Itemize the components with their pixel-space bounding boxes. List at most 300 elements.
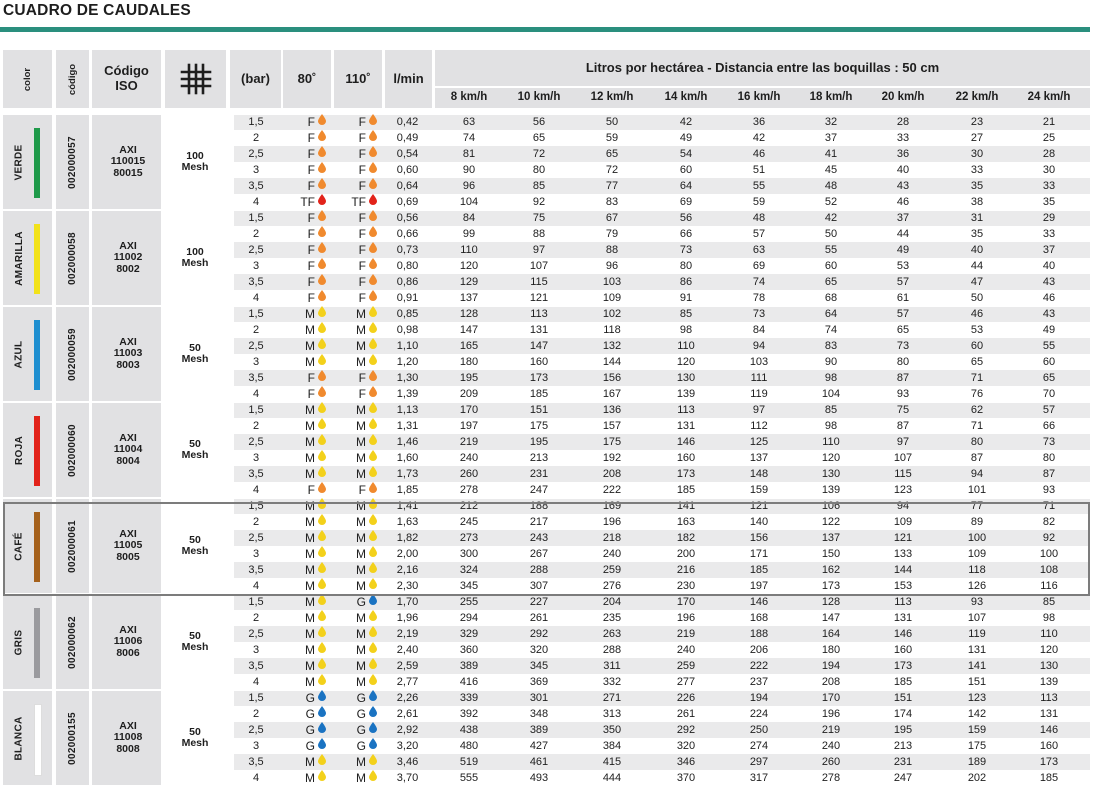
drop-icon	[318, 594, 326, 610]
drop-icon	[318, 722, 326, 738]
litros-ha-cell: 97	[532, 244, 546, 256]
spray-class-cell: F	[307, 179, 315, 193]
litros-ha-cell: 52	[824, 196, 838, 208]
litros-ha-cell: 493	[529, 772, 549, 784]
pressure-cell: 2,5	[248, 340, 264, 352]
table-row	[234, 754, 1090, 770]
litros-ha-cell: 35	[970, 180, 984, 192]
spray-class-cell: M	[305, 339, 315, 353]
litros-ha-cell: 110	[460, 244, 478, 256]
litros-ha-cell: 97	[752, 404, 766, 416]
drop-icon	[369, 610, 377, 626]
litros-ha-cell: 65	[605, 148, 619, 160]
pressure-cell: 3,5	[248, 564, 264, 576]
litros-ha-cell: 307	[529, 580, 549, 592]
litros-ha-cell: 73	[896, 340, 910, 352]
drop-icon	[318, 754, 326, 770]
drop-icon	[369, 770, 377, 786]
drop-icon	[369, 306, 377, 322]
litros-ha-cell: 230	[676, 580, 696, 592]
color-name: BLANCA	[13, 715, 25, 761]
litros-ha-cell: 144	[602, 356, 622, 368]
litros-ha-cell: 56	[532, 116, 546, 128]
litros-ha-cell: 113	[677, 404, 695, 416]
table-row	[234, 738, 1090, 754]
litros-ha-cell: 168	[749, 612, 769, 624]
header-speed: 8 km/h	[450, 91, 488, 104]
spray-class-cell: M	[356, 339, 366, 353]
spray-class-cell: M	[356, 579, 366, 593]
litros-ha-cell: 384	[602, 740, 622, 752]
litros-ha-cell: 313	[602, 708, 622, 720]
litros-ha-cell: 173	[821, 580, 841, 592]
header-lmin: l/min	[393, 70, 424, 86]
drop-icon	[318, 178, 326, 194]
litros-ha-cell: 21	[1042, 116, 1056, 128]
litros-ha-cell: 66	[679, 228, 693, 240]
litros-ha-cell: 66	[1042, 420, 1056, 432]
litros-ha-cell: 60	[1042, 356, 1056, 368]
litros-ha-cell: 88	[532, 228, 546, 240]
header-speed: 22 km/h	[955, 91, 999, 104]
pressure-cell: 2	[252, 420, 260, 432]
litros-ha-cell: 294	[459, 612, 479, 624]
table-row	[234, 194, 1090, 210]
litros-ha-cell: 107	[529, 260, 549, 272]
spray-class-cell: F	[358, 243, 366, 257]
litros-ha-cell: 60	[970, 340, 984, 352]
litros-ha-cell: 255	[459, 596, 479, 608]
spray-class-cell: F	[358, 131, 366, 145]
pressure-cell: 3	[252, 740, 260, 752]
litros-ha-cell: 123	[967, 692, 987, 704]
litros-ha-cell: 99	[462, 228, 476, 240]
litros-ha-cell: 64	[824, 308, 838, 320]
spray-class-cell: M	[305, 307, 315, 321]
litros-ha-cell: 271	[602, 692, 622, 704]
drop-icon	[369, 450, 377, 466]
flow-lmin-cell: 0,91	[396, 292, 419, 304]
header-speed: 18 km/h	[809, 91, 853, 104]
litros-ha-cell: 461	[529, 756, 549, 768]
header-litros-title: Litros por hectárea - Distancia entre las boquillas : 50 cm	[585, 59, 940, 75]
litros-ha-cell: 175	[602, 436, 622, 448]
litros-ha-cell: 29	[1042, 212, 1056, 224]
flow-lmin-cell: 1,85	[396, 484, 419, 496]
litros-ha-cell: 141	[676, 500, 696, 512]
litros-ha-cell: 121	[893, 532, 913, 544]
drop-icon	[369, 146, 377, 162]
litros-ha-cell: 71	[970, 420, 984, 432]
pressure-cell: 4	[252, 292, 260, 304]
litros-ha-cell: 209	[459, 388, 479, 400]
flow-lmin-cell: 0,49	[396, 132, 419, 144]
spray-class-cell: F	[358, 291, 366, 305]
table-row	[234, 466, 1090, 482]
litros-ha-cell: 91	[679, 292, 693, 304]
litros-ha-cell: 131	[1039, 708, 1059, 720]
flow-lmin-cell: 1,31	[396, 420, 419, 432]
litros-ha-cell: 206	[749, 644, 769, 656]
litros-ha-cell: 125	[749, 436, 769, 448]
litros-ha-cell: 332	[602, 676, 622, 688]
litros-ha-cell: 65	[1042, 372, 1056, 384]
pressure-cell: 3	[252, 452, 260, 464]
litros-ha-cell: 276	[602, 580, 622, 592]
drop-icon	[318, 146, 326, 162]
litros-ha-cell: 346	[676, 756, 696, 768]
table-row	[234, 338, 1090, 354]
litros-ha-cell: 144	[893, 564, 913, 576]
iso-code: AXI 110015 80015	[110, 143, 146, 179]
drop-icon	[318, 194, 326, 210]
litros-ha-cell: 113	[530, 308, 548, 320]
litros-ha-cell: 320	[676, 740, 696, 752]
litros-ha-cell: 110	[677, 340, 695, 352]
litros-ha-cell: 80	[1042, 452, 1056, 464]
drop-icon	[318, 242, 326, 258]
litros-ha-cell: 60	[679, 164, 693, 176]
header-speed: 10 km/h	[517, 91, 561, 104]
litros-ha-cell: 128	[459, 308, 479, 320]
litros-ha-cell: 43	[1042, 276, 1056, 288]
flow-lmin-cell: 2,00	[396, 548, 419, 560]
flow-lmin-cell: 1,46	[396, 436, 419, 448]
litros-ha-cell: 389	[459, 660, 479, 672]
litros-ha-cell: 297	[749, 756, 769, 768]
litros-ha-cell: 28	[1042, 148, 1056, 160]
drop-icon	[318, 162, 326, 178]
litros-ha-cell: 216	[676, 564, 696, 576]
litros-ha-cell: 444	[602, 772, 622, 784]
iso-code: AXI 11006 8006	[113, 623, 143, 659]
litros-ha-cell: 120	[821, 452, 841, 464]
litros-ha-cell: 278	[459, 484, 479, 496]
litros-ha-cell: 288	[602, 644, 622, 656]
litros-ha-cell: 43	[896, 180, 910, 192]
litros-ha-cell: 40	[1042, 260, 1056, 272]
drop-icon	[318, 690, 326, 706]
litros-ha-cell: 146	[749, 596, 769, 608]
spray-class-cell: M	[356, 355, 366, 369]
litros-ha-cell: 185	[1039, 772, 1059, 784]
pressure-cell: 2,5	[248, 148, 264, 160]
flow-lmin-cell: 1,39	[396, 388, 419, 400]
table-row	[234, 674, 1090, 690]
spray-class-cell: G	[356, 739, 366, 753]
litros-ha-cell: 80	[970, 436, 984, 448]
litros-ha-cell: 222	[749, 660, 769, 672]
litros-ha-cell: 101	[967, 484, 987, 496]
litros-ha-cell: 122	[821, 516, 841, 528]
litros-ha-cell: 48	[752, 212, 766, 224]
litros-ha-cell: 35	[1042, 196, 1056, 208]
litros-ha-cell: 86	[679, 276, 693, 288]
table-row	[234, 290, 1090, 306]
table-row	[234, 594, 1090, 610]
color-swatch	[34, 608, 40, 678]
litros-ha-cell: 73	[679, 244, 693, 256]
litros-ha-cell: 55	[824, 244, 838, 256]
color-name: CAFÉ	[13, 531, 25, 561]
litros-ha-cell: 329	[459, 628, 479, 640]
litros-ha-cell: 72	[532, 148, 546, 160]
litros-ha-cell: 59	[752, 196, 766, 208]
litros-ha-cell: 147	[459, 324, 479, 336]
pressure-cell: 2,5	[248, 244, 264, 256]
flow-lmin-cell: 2,26	[396, 692, 419, 704]
litros-ha-cell: 63	[752, 244, 766, 256]
drop-icon	[318, 418, 326, 434]
litros-ha-cell: 292	[676, 724, 696, 736]
flow-lmin-cell: 2,77	[396, 676, 419, 688]
flow-lmin-cell: 2,61	[396, 708, 419, 720]
litros-ha-cell: 110	[1040, 628, 1058, 640]
litros-ha-cell: 87	[1042, 468, 1056, 480]
litros-ha-cell: 180	[459, 356, 479, 368]
litros-ha-cell: 77	[605, 180, 619, 192]
mesh-size: 50 Mesh	[181, 725, 209, 749]
litros-ha-cell: 162	[821, 564, 841, 576]
litros-ha-cell: 415	[602, 756, 622, 768]
iso-code: AXI 11002 8002	[113, 239, 143, 275]
drop-icon	[369, 434, 377, 450]
litros-ha-cell: 50	[970, 292, 984, 304]
spray-class-cell: F	[358, 227, 366, 241]
drop-icon	[318, 658, 326, 674]
drop-icon	[369, 706, 377, 722]
drop-icon	[318, 226, 326, 242]
litros-ha-cell: 28	[896, 116, 910, 128]
litros-ha-cell: 46	[752, 148, 766, 160]
litros-ha-cell: 130	[1039, 660, 1059, 672]
litros-ha-cell: 261	[529, 612, 549, 624]
spray-class-cell: F	[307, 131, 315, 145]
litros-ha-cell: 263	[602, 628, 622, 640]
drop-icon	[318, 210, 326, 226]
litros-ha-cell: 55	[752, 180, 766, 192]
table-row	[234, 226, 1090, 242]
litros-ha-cell: 50	[605, 116, 619, 128]
flow-lmin-cell: 0,98	[396, 324, 419, 336]
litros-ha-cell: 80	[532, 164, 546, 176]
flow-lmin-cell: 3,70	[396, 772, 419, 784]
spray-class-cell: M	[305, 627, 315, 641]
table-row	[234, 386, 1090, 402]
litros-ha-cell: 123	[893, 484, 913, 496]
table-row	[234, 610, 1090, 626]
spray-class-cell: F	[307, 291, 315, 305]
table-row	[234, 114, 1090, 130]
drop-icon	[318, 354, 326, 370]
pressure-cell: 4	[252, 580, 260, 592]
litros-ha-cell: 142	[967, 708, 987, 720]
spray-class-cell: G	[356, 595, 366, 609]
mesh-grid-icon	[165, 50, 226, 108]
litros-ha-cell: 146	[893, 628, 913, 640]
litros-ha-cell: 129	[459, 276, 479, 288]
spray-class-cell: F	[358, 275, 366, 289]
drop-icon	[369, 210, 377, 226]
spray-class-cell: M	[305, 499, 315, 513]
table-row	[234, 434, 1090, 450]
litros-ha-cell: 194	[821, 660, 841, 672]
mesh-size: 50 Mesh	[181, 437, 209, 461]
pressure-cell: 4	[252, 772, 260, 784]
flow-lmin-cell: 3,20	[396, 740, 419, 752]
litros-ha-cell: 62	[970, 404, 984, 416]
table-row	[234, 482, 1090, 498]
litros-ha-cell: 311	[603, 660, 621, 672]
litros-ha-cell: 339	[459, 692, 479, 704]
drop-icon	[369, 338, 377, 354]
litros-ha-cell: 132	[602, 340, 622, 352]
litros-ha-cell: 200	[676, 548, 696, 560]
litros-ha-cell: 88	[605, 244, 619, 256]
table-row	[234, 258, 1090, 274]
litros-ha-cell: 240	[676, 644, 696, 656]
flow-lmin-cell: 0,60	[396, 164, 419, 176]
litros-ha-cell: 160	[529, 356, 549, 368]
litros-ha-cell: 108	[1039, 564, 1059, 576]
litros-ha-cell: 78	[752, 292, 766, 304]
litros-ha-cell: 148	[749, 468, 769, 480]
spray-class-cell: G	[305, 707, 315, 721]
litros-ha-cell: 27	[970, 132, 984, 144]
pressure-cell: 2,5	[248, 532, 264, 544]
spray-class-cell: M	[305, 323, 315, 337]
spray-class-cell: F	[358, 387, 366, 401]
litros-ha-cell: 118	[603, 324, 621, 336]
pressure-cell: 3,5	[248, 276, 264, 288]
litros-ha-cell: 438	[459, 724, 479, 736]
pressure-cell: 4	[252, 388, 260, 400]
litros-ha-cell: 140	[749, 516, 769, 528]
pressure-cell: 2	[252, 708, 260, 720]
pressure-cell: 4	[252, 484, 260, 496]
litros-ha-cell: 44	[896, 228, 910, 240]
litros-ha-cell: 196	[821, 708, 841, 720]
litros-ha-cell: 170	[821, 692, 841, 704]
spray-class-cell: M	[356, 307, 366, 321]
flow-lmin-cell: 1,13	[396, 404, 419, 416]
litros-ha-cell: 196	[676, 612, 696, 624]
litros-ha-cell: 195	[893, 724, 913, 736]
litros-ha-cell: 320	[529, 644, 549, 656]
litros-ha-cell: 77	[970, 500, 984, 512]
spray-class-cell: M	[305, 451, 315, 465]
litros-ha-cell: 57	[896, 308, 910, 320]
litros-ha-cell: 185	[529, 388, 549, 400]
spray-class-cell: M	[356, 435, 366, 449]
litros-ha-cell: 147	[821, 612, 841, 624]
pressure-cell: 4	[252, 196, 260, 208]
litros-ha-cell: 85	[532, 180, 546, 192]
drop-icon	[318, 466, 326, 482]
spray-class-cell: M	[356, 323, 366, 337]
spray-class-cell: G	[356, 691, 366, 705]
table-row	[234, 690, 1090, 706]
flow-lmin-cell: 0,73	[396, 244, 419, 256]
table-row	[234, 418, 1090, 434]
drop-icon	[318, 626, 326, 642]
litros-ha-cell: 54	[679, 148, 693, 160]
drop-icon	[369, 226, 377, 242]
litros-ha-cell: 121	[529, 292, 549, 304]
litros-ha-cell: 197	[749, 580, 769, 592]
litros-ha-cell: 231	[529, 468, 549, 480]
litros-ha-cell: 112	[750, 420, 768, 432]
pressure-cell: 2	[252, 612, 260, 624]
header-speed: 12 km/h	[590, 91, 634, 104]
product-code: 002000058	[67, 231, 79, 285]
header-110: 110˚	[345, 70, 371, 86]
pressure-cell: 3	[252, 164, 260, 176]
litros-ha-cell: 98	[824, 420, 838, 432]
litros-ha-cell: 126	[967, 580, 987, 592]
spray-class-cell: F	[358, 483, 366, 497]
table-row	[234, 322, 1090, 338]
litros-ha-cell: 160	[676, 452, 696, 464]
flow-lmin-cell: 1,82	[396, 532, 419, 544]
spray-class-cell: G	[305, 691, 315, 705]
spray-class-cell: M	[305, 355, 315, 369]
litros-ha-cell: 173	[1039, 756, 1059, 768]
spray-class-cell: M	[305, 611, 315, 625]
litros-ha-cell: 185	[893, 676, 913, 688]
litros-ha-cell: 107	[893, 452, 913, 464]
spray-class-cell: F	[307, 371, 315, 385]
pressure-cell: 1,5	[248, 500, 264, 512]
litros-ha-cell: 92	[1042, 532, 1056, 544]
drop-icon	[369, 354, 377, 370]
mesh-size: 50 Mesh	[181, 533, 209, 557]
litros-ha-cell: 74	[462, 132, 476, 144]
spray-class-cell: F	[307, 259, 315, 273]
spray-class-cell: G	[356, 707, 366, 721]
litros-ha-cell: 109	[893, 516, 913, 528]
litros-ha-cell: 90	[824, 356, 838, 368]
litros-ha-cell: 53	[970, 324, 984, 336]
litros-ha-cell: 116	[1040, 580, 1058, 592]
flow-lmin-cell: 2,92	[396, 724, 419, 736]
litros-ha-cell: 165	[459, 340, 479, 352]
spray-class-cell: F	[307, 275, 315, 289]
color-name: GRIS	[13, 629, 25, 655]
litros-ha-cell: 63	[462, 116, 476, 128]
litros-ha-cell: 46	[896, 196, 910, 208]
litros-ha-cell: 106	[821, 500, 841, 512]
litros-ha-cell: 33	[970, 164, 984, 176]
spray-class-cell: M	[356, 451, 366, 465]
litros-ha-cell: 65	[896, 324, 910, 336]
litros-ha-cell: 81	[462, 148, 476, 160]
spray-class-cell: M	[305, 755, 315, 769]
litros-ha-cell: 147	[529, 340, 549, 352]
litros-ha-cell: 103	[602, 276, 622, 288]
litros-ha-cell: 555	[459, 772, 479, 784]
litros-ha-cell: 40	[970, 244, 984, 256]
spray-class-cell: M	[356, 403, 366, 417]
litros-ha-cell: 75	[896, 404, 910, 416]
litros-ha-cell: 87	[896, 420, 910, 432]
table-row	[234, 178, 1090, 194]
litros-ha-cell: 94	[752, 340, 766, 352]
table-row	[234, 402, 1090, 418]
flow-lmin-cell: 0,54	[396, 148, 419, 160]
litros-ha-cell: 259	[676, 660, 696, 672]
drop-icon	[318, 674, 326, 690]
